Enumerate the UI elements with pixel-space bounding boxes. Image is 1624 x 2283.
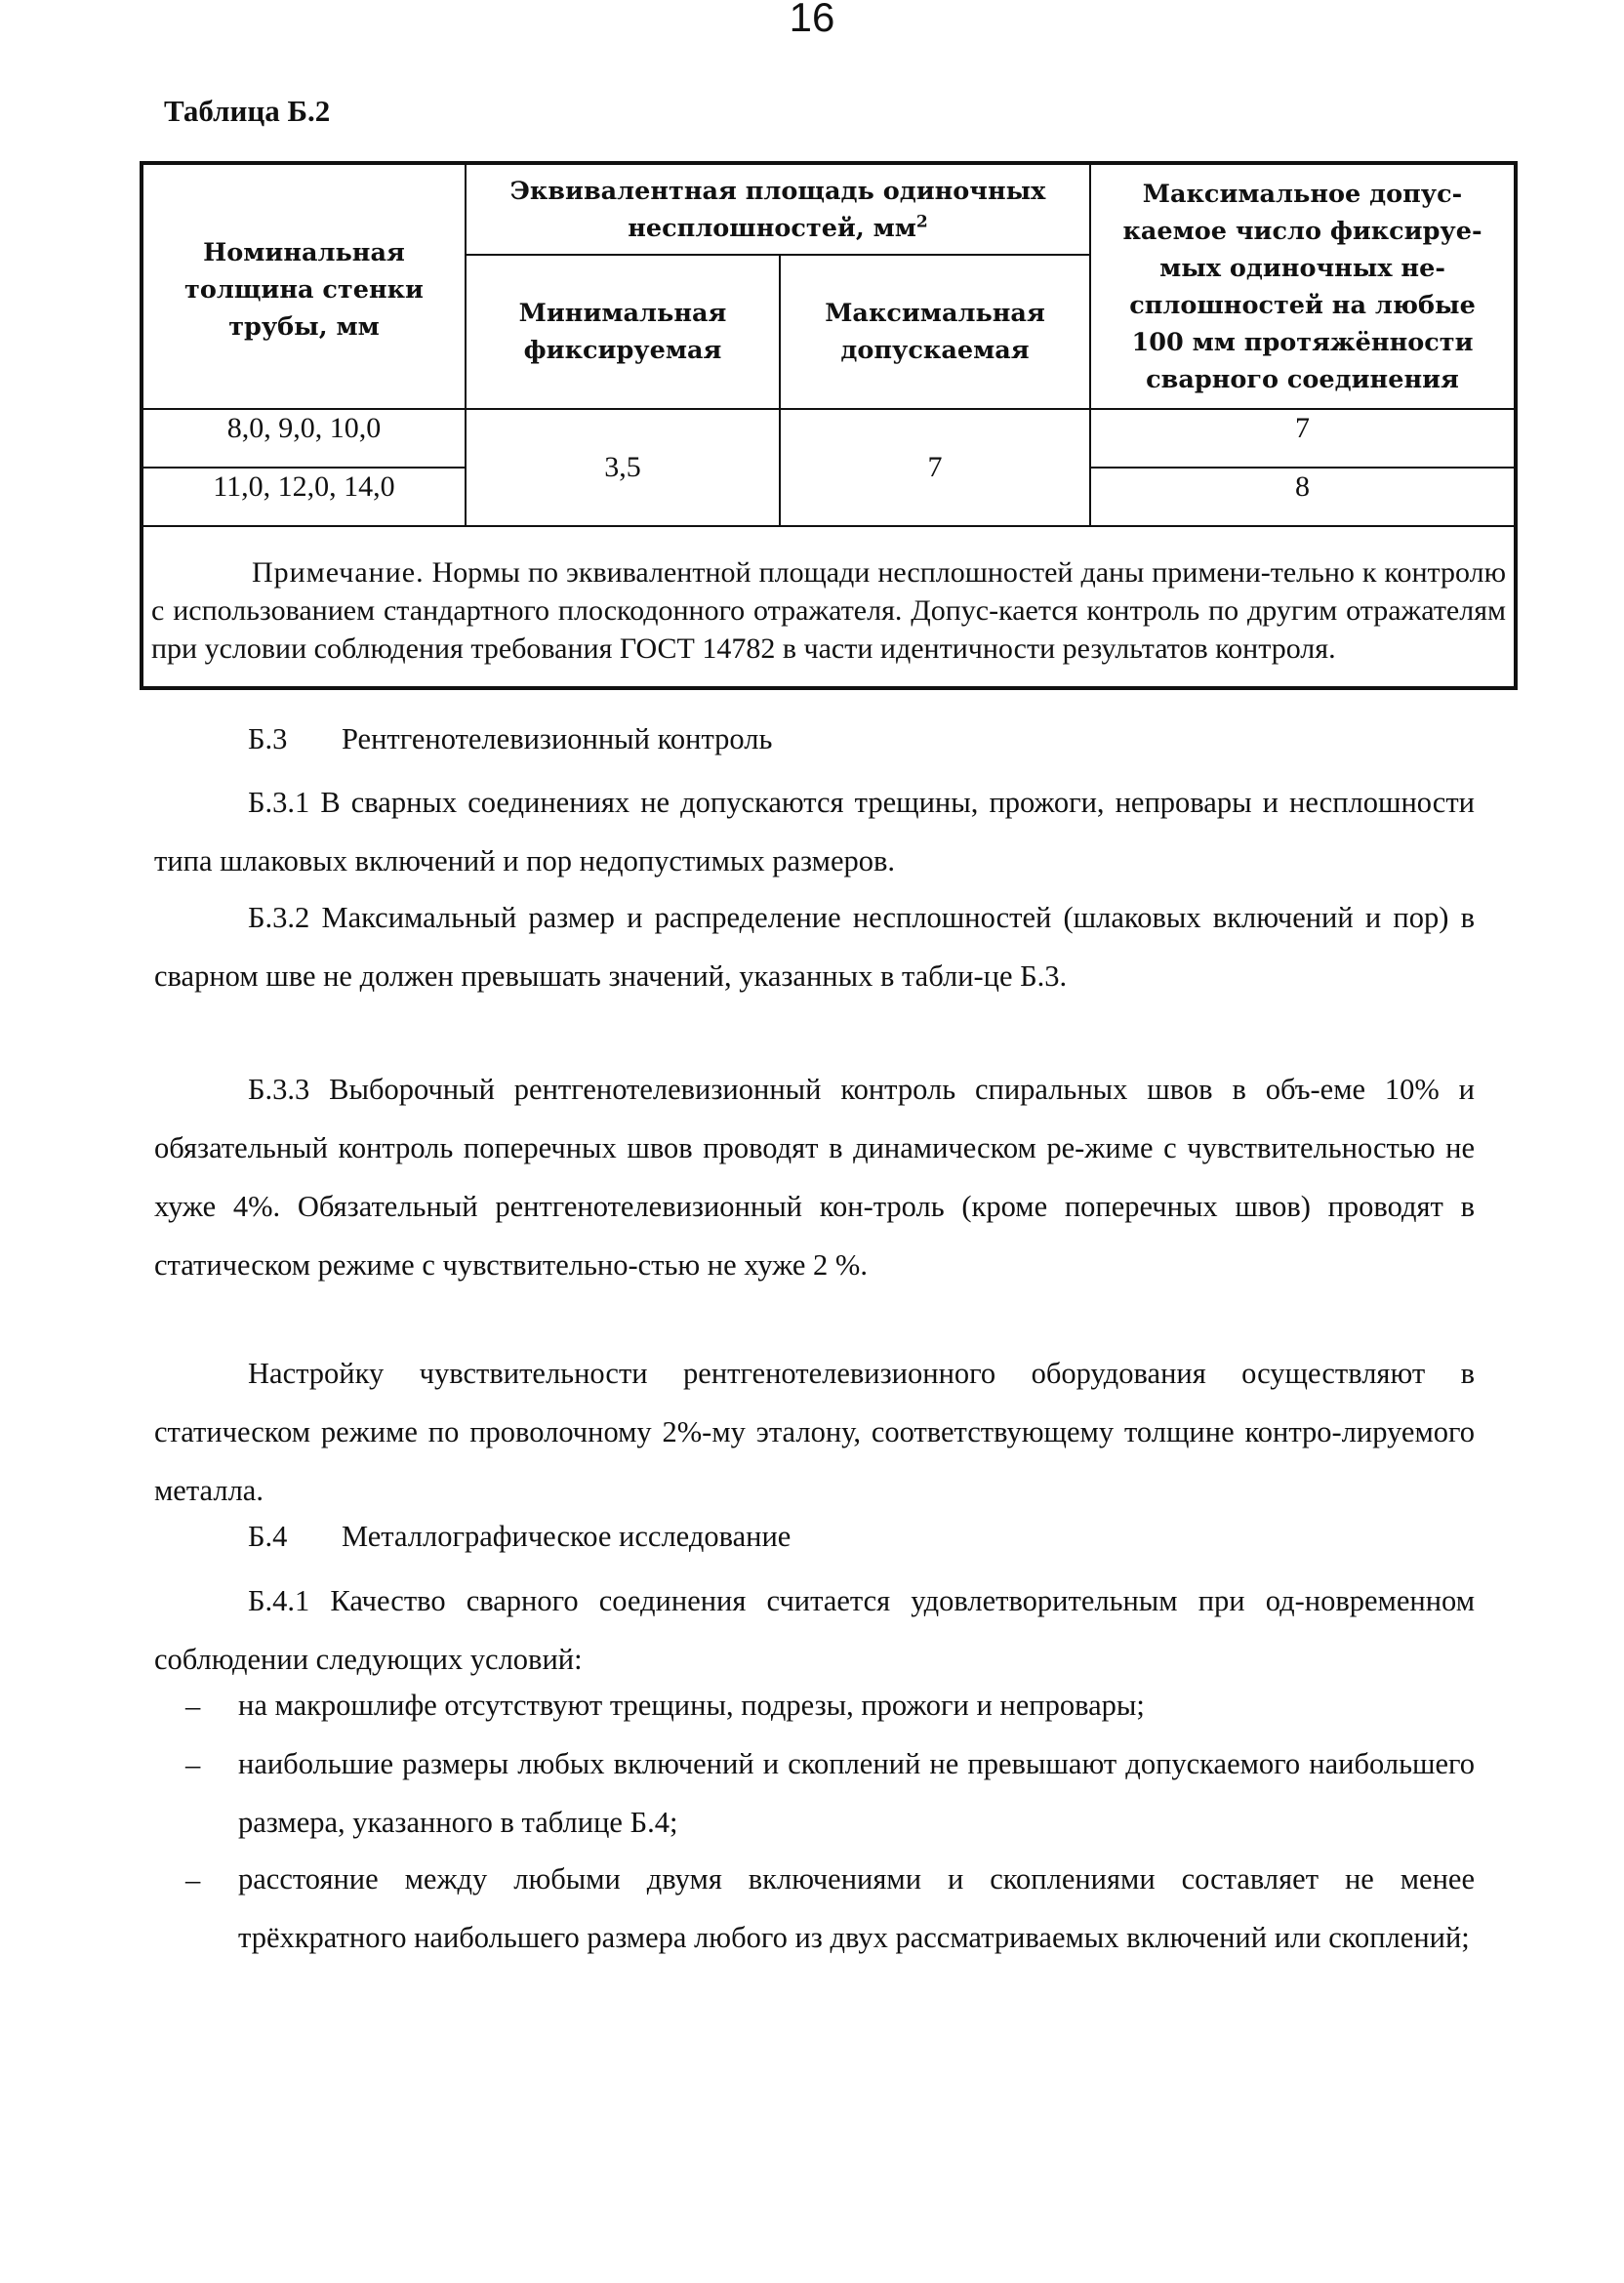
header-superscript: 2	[915, 212, 928, 231]
cell-thickness: 11,0, 12,0, 14,0	[142, 468, 466, 526]
section-heading-b4	[248, 1520, 791, 1554]
paragraph-b41	[154, 1571, 1475, 1689]
section-number: Б.3	[248, 722, 288, 755]
header-min-detectable	[466, 255, 780, 409]
header-line: Максимальное допус-	[1142, 179, 1463, 209]
table-note	[142, 526, 1516, 688]
paragraph-text: Б.3.3 Выборочный рентгенотелевизионный контроль спиральных швов в объ-еме 10% и обязательный контроль поперечных швов проводят в динамическом ре-жиме с чувствительностью не хуже 4%. Обязательный рентгенотелевизионный кон-троль (кроме поперечных швов) проводят в статическом режиме с чувствительно-стью не хуже 2 %.	[154, 1073, 1475, 1282]
header-line: толщина стенки	[184, 274, 424, 305]
header-line: сварного соединения	[1146, 364, 1459, 394]
page-number: 16	[789, 0, 835, 40]
bullet-item: расстояние между любыми двумя включениями и скоплениями составляет не менее трёхкратного наибольшего размера любого из двух рассматриваемых включений или скоплений;	[238, 1862, 1475, 1954]
cell-max-area: 7	[780, 409, 1090, 526]
header-line: несплошностей, мм	[628, 213, 916, 243]
paragraph-b32	[154, 888, 1475, 1005]
header-line: мых одиночных не-	[1159, 253, 1445, 283]
header-line: Максимальная	[825, 299, 1045, 328]
paragraph-text: Б.3.2 Максимальный размер и распределение несплошностей (шлаковых включений и пор) в сварном шве не должен превышать значений, указанных в табли-це Б.3.	[154, 901, 1475, 993]
bullet-item: на макрошлифе отсутствуют трещины, подрезы, прожоги и непровары;	[238, 1689, 1145, 1722]
header-line: трубы, мм	[228, 311, 380, 342]
section-number: Б.4	[248, 1520, 288, 1553]
table-caption: Таблица Б.2	[164, 94, 331, 128]
note-label: Примечание.	[252, 556, 425, 589]
header-line: Эквивалентная площадь одиночных	[509, 176, 1046, 206]
paragraph-text: Б.4.1 Качество сварного соединения считается удовлетворительным при од-новременном соблюдении следующих условий:	[154, 1584, 1475, 1676]
header-max-allowed	[780, 255, 1090, 409]
paragraph-b33-tuning	[154, 1344, 1475, 1520]
header-equivalent-area	[466, 163, 1090, 255]
header-line: допускаемая	[840, 336, 1030, 365]
paragraph-text: Настройку чувствительности рентгенотелевизионного оборудования осуществляют в статическом режиме по проволочному 2%-му эталону, соответствующему толщине контро-лируемого металла.	[154, 1357, 1475, 1507]
bullet-item: наибольшие размеры любых включений и скоплений не превышают допускаемого наибольшего размера, указанного в таблице Б.4;	[238, 1747, 1475, 1839]
bullet-dash: –	[185, 1863, 201, 1896]
paragraph-b33	[154, 1060, 1475, 1294]
header-line: каемое число фиксируе-	[1122, 216, 1482, 246]
paragraph-b31	[154, 773, 1475, 890]
header-line: Минимальная	[518, 299, 727, 328]
header-line: 100 мм протяжённости	[1131, 327, 1474, 357]
section-title: Рентгенотелевизионный контроль	[342, 722, 773, 755]
cell-max-count: 7	[1090, 409, 1516, 468]
note-text: Нормы по эквивалентной площади несплошностей даны примени-тельно к контролю с использованием стандартного плоскодонного отражателя. Допус-кается контроль по другим отражателям при условии соблюдения требования ГОСТ 14782 в части идентичности результатов контроля.	[151, 556, 1507, 665]
cell-max-count: 8	[1090, 468, 1516, 526]
header-line: сплошностей на любые	[1129, 290, 1476, 320]
table-b2	[140, 161, 1518, 690]
header-line: фиксируемая	[523, 336, 722, 365]
cell-min-area: 3,5	[466, 409, 780, 526]
section-title: Металлографическое исследование	[342, 1520, 792, 1553]
bullet-dash: –	[185, 1748, 201, 1781]
bullet-dash: –	[185, 1690, 201, 1723]
paragraph-text: Б.3.1 В сварных соединениях не допускаются трещины, прожоги, непровары и несплошности типа шлаковых включений и пор недопустимых размеров.	[154, 786, 1475, 877]
section-heading-b3	[248, 722, 772, 756]
header-max-count	[1090, 163, 1516, 409]
header-nominal-thickness	[142, 163, 466, 409]
cell-thickness: 8,0, 9,0, 10,0	[142, 409, 466, 468]
header-line: Номинальная	[203, 237, 405, 267]
